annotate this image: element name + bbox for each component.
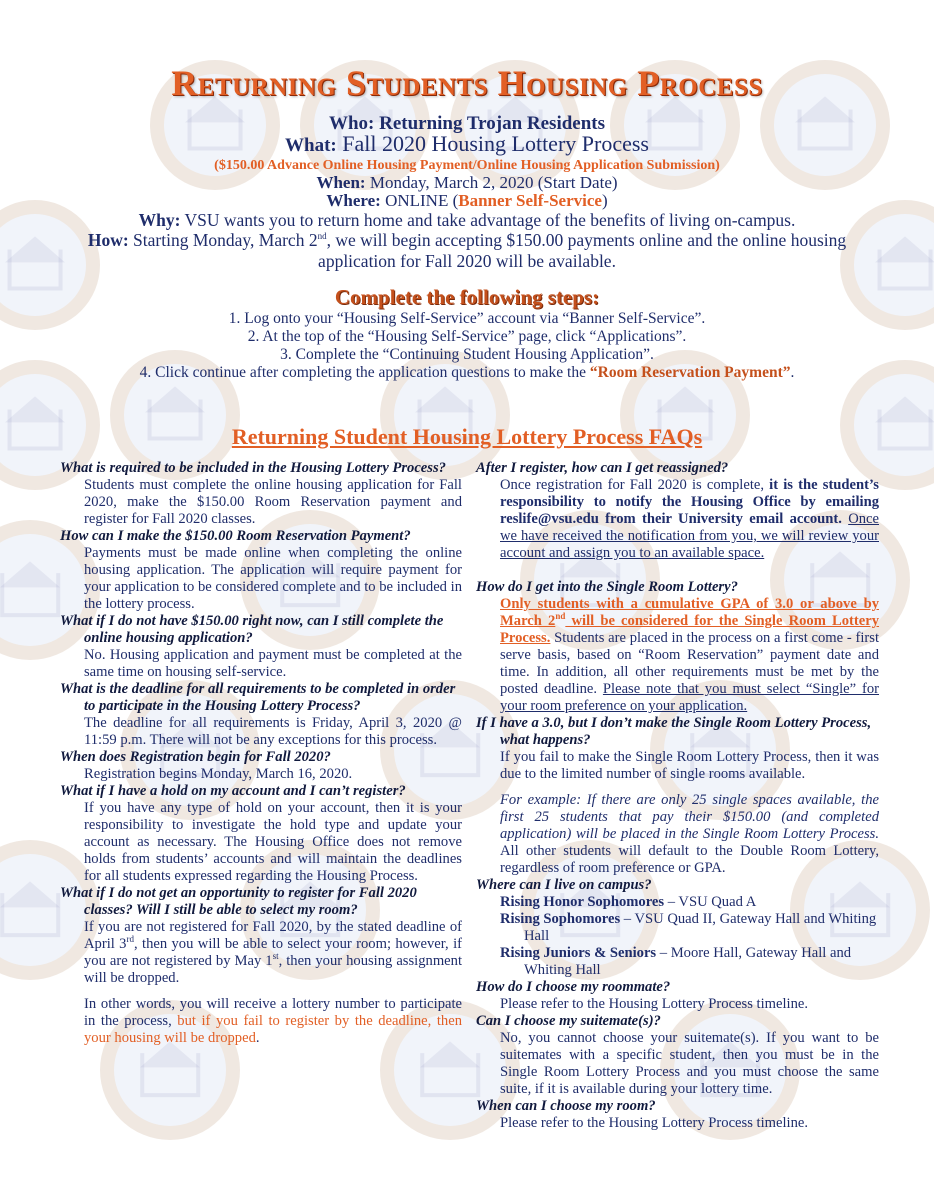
why-label: Why: <box>138 210 181 230</box>
where-value-start: ONLINE ( <box>385 191 459 210</box>
faq-question: What is required to be included in the Housing Lottery Process? <box>60 460 446 476</box>
step-2: 2. At the top of the “Housing Self-Service” page, click “Applications”. <box>247 328 687 345</box>
how-sup: nd <box>317 231 327 242</box>
residence-value: – VSU Quad A <box>664 894 757 910</box>
what-value: Fall 2020 Housing Lottery Process <box>342 131 649 156</box>
who-value: Returning Trojan Residents <box>379 113 606 134</box>
residence-option <box>500 894 879 911</box>
faq-answer: Please refer to the Housing Lottery Process timeline. <box>500 996 809 1012</box>
when-label: When: <box>316 173 366 192</box>
answer-text: . <box>255 1030 260 1046</box>
answer-warning: but if you fail to register by the deadline, then your housing will be dropped <box>84 1013 462 1046</box>
when-value: Monday, March 2, 2020 (Start Date) <box>369 173 618 192</box>
faq-answer <box>500 477 879 562</box>
faq-answer: No. Housing application and payment must be completed at the same time on housing self-service. <box>84 647 462 680</box>
step-3: 3. Complete the “Continuing Student Housing Application”. <box>280 346 654 363</box>
residence-value: – VSU Quad II, Gateway Hall and Whiting Hall <box>524 911 877 944</box>
faq-answer: If you have any type of hold on your account, then it is your responsibility to investigate the hold type and update your account as necessary. The Housing Office does not remove holds from students’ accounts and will maintain the deadlines for all students expressed regarding the Housing Process. <box>84 800 462 884</box>
faq-question: What is the deadline for all requirements to be completed in order to participate in the Housing Lottery Process? <box>60 681 456 714</box>
faq-answer <box>500 596 879 715</box>
faq-question: When does Registration begin for Fall 2020? <box>60 749 331 765</box>
residence-option <box>500 911 879 945</box>
faq-answer: Payments must be made online when completing the online housing application. The application will require payment for your application to be considered complete and to be included in the lottery process. <box>84 545 462 612</box>
step-4 <box>0 364 934 382</box>
faq-answer: Students must complete the online housing application for Fall 2020, make the $150.00 Room Reservation payment and register for Fall 2020 classes. <box>84 477 462 527</box>
faq-question: If I have a 3.0, but I don’t make the Single Room Lottery Process, what happens? <box>476 715 872 748</box>
faq-title: Returning Student Housing Lottery Process FAQs <box>231 424 703 449</box>
answer-sup: nd <box>555 611 566 622</box>
how-line <box>0 230 934 272</box>
faq-question: How do I get into the Single Room Lottery? <box>476 579 738 595</box>
residence-option <box>500 945 879 979</box>
what-line <box>0 131 934 157</box>
step-4-payment: “Room Reservation Payment” <box>589 364 791 381</box>
faq-answer <box>500 792 879 877</box>
answer-gpa-requirement: Only students with a cumulative GPA of 3.0 or above by March 2 <box>500 596 879 629</box>
faq-question: What if I do not get an opportunity to register for Fall 2020 classes? Will I still be able to select my room? <box>60 885 417 918</box>
faq-question: How can I make the $150.00 Room Reservation Payment? <box>60 528 411 544</box>
step-4-text: 4. Click continue after completing the application questions to make the <box>139 364 590 381</box>
step-4-end: . <box>790 364 795 381</box>
answer-text: If you are not registered for Fall 2020, by the stated deadline of April 3 <box>84 919 462 952</box>
faq-answer: Registration begins Monday, March 16, 2020. <box>84 766 353 782</box>
answer-gpa-requirement: will be considered for the Single Room Lottery Process. <box>500 613 880 646</box>
faq-question: What if I have a hold on my account and I can’t register? <box>60 783 406 799</box>
residence-value: – Moore Hall, Gateway Hall and Whiting Hall <box>524 945 852 978</box>
faq-answer: Please refer to the Housing Lottery Process timeline. <box>500 1115 809 1131</box>
answer-sup: rd <box>126 934 134 945</box>
faq-answer: If you fail to make the Single Room Lottery Process, then it was due to the limited number of single rooms available. <box>500 749 879 782</box>
where-value-end: ) <box>601 191 608 210</box>
answer-text: , then you will be able to select your room; however, if you are not registered by May 1 <box>84 936 462 969</box>
where-line <box>0 191 934 211</box>
what-note: ($150.00 Advance Online Housing Payment/Online Housing Application Submission) <box>214 158 720 173</box>
faq-question: After I register, how can I get reassigned? <box>476 460 729 476</box>
faq-question: Where can I live on campus? <box>476 877 652 893</box>
how-value-mid: , we will begin accepting $150.00 payments online and the online housing <box>326 230 847 250</box>
what-label: What: <box>285 135 337 156</box>
when-line <box>0 173 934 193</box>
answer-text: All other students will default to the Double Room Lottery, regardless of room preference or GPA. <box>500 843 879 876</box>
faq-answer <box>84 919 462 987</box>
answer-underlined: Please note that you must select “Single” for your room preference on your application. <box>500 681 880 714</box>
answer-example: For example: If there are only 25 single spaces available, the first 25 students that pay their $150.00 (and completed application) will be placed in the Single Room Lottery Process. <box>500 792 879 842</box>
residence-label: Rising Juniors & Seniors <box>500 945 657 961</box>
answer-text: Once registration for Fall 2020 is complete, <box>500 477 770 493</box>
faq-answer <box>84 996 462 1047</box>
why-line <box>0 210 934 231</box>
faq-left-column <box>60 460 462 1047</box>
page-title: Returning Students Housing Process <box>171 63 763 103</box>
how-value-start: Starting Monday, March 2 <box>133 230 318 250</box>
answer-underlined: Once we have received the notification from you, we will review your account and assign you to an available space. <box>500 511 879 561</box>
answer-text: , then your housing assignment will be dropped. <box>84 953 462 986</box>
answer-sup: st <box>272 951 279 962</box>
faq-question: What if I do not have $150.00 right now, can I still complete the online housing application? <box>60 613 444 646</box>
how-label: How: <box>87 230 129 250</box>
faq-question: When can I choose my room? <box>476 1098 656 1114</box>
faq-right-column <box>476 460 879 1132</box>
how-value-end: application for Fall 2020 will be available. <box>318 251 616 271</box>
faq-answer: The deadline for all requirements is Friday, April 3, 2020 @ 11:59 p.m. There will not be any exceptions for this process. <box>84 715 462 748</box>
residence-label: Rising Honor Sophomores <box>500 894 665 910</box>
step-1: 1. Log onto your “Housing Self-Service” account via “Banner Self-Service”. <box>228 310 706 327</box>
banner-self-service-link[interactable]: Banner Self-Service <box>458 191 602 210</box>
who-label: Who: <box>328 113 375 134</box>
faq-answer: No, you cannot choose your suitemate(s). If you want to be suitemates with a specific student, then you must be in the Single Room Lottery Process and you must choose the same suite, if it is available during your lottery time. <box>500 1030 879 1097</box>
answer-emphasis: it is the student’s responsibility to notify the Housing Office by emailing reslife@vsu.edu from their University email account. <box>500 477 879 527</box>
faq-question: Can I choose my suitemate(s)? <box>476 1013 661 1029</box>
where-label: Where: <box>326 191 381 210</box>
answer-text: Students are placed in the process on a first come - first serve basis, based on “Room Reservation” payment date and time. In addition, all other requirements must be met by the posted deadline. <box>500 630 879 697</box>
faq-question: How do I choose my roommate? <box>476 979 671 995</box>
steps-title: Complete the following steps: <box>334 285 600 309</box>
residence-label: Rising Sophomores <box>500 911 621 927</box>
answer-text: In other words, you will receive a lottery number to participate in the process, <box>84 996 462 1029</box>
why-value: VSU wants you to return home and take advantage of the benefits of living on-campus. <box>184 210 796 230</box>
